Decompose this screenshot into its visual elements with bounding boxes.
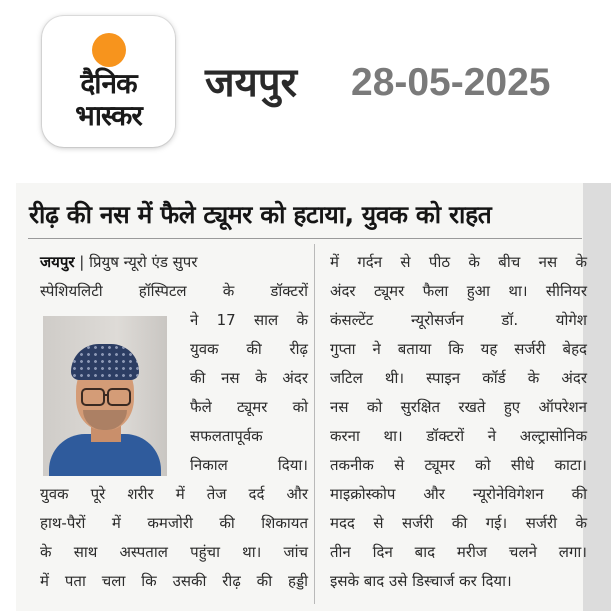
article-line: निकाल दिया।: [190, 456, 308, 474]
sun-icon: [92, 33, 126, 67]
article-line: इसके बाद उसे डिस्चार्ज कर दिया।: [330, 572, 512, 590]
article-line: जटिल थी। स्पाइन कॉर्ड के अंदर: [330, 369, 587, 387]
article-line: तकनीक से ट्यूमर को सीधे काटा।: [330, 456, 587, 474]
logo-text-line-2: भास्कर: [75, 99, 142, 132]
article-line: युवक पूरे शरीर में तेज दर्द और: [40, 485, 308, 503]
article-line-text: | प्रियुष न्यूरो एंड सुपर: [79, 253, 198, 271]
article-line: मदद से सर्जरी की गई। सर्जरी के: [330, 514, 587, 532]
clipping-edge: [583, 183, 611, 611]
article-line: हाथ-पैरों में कमजोरी की शिकायत: [40, 514, 308, 532]
logo-text-line-1: दैनिक: [80, 67, 137, 100]
column-divider: [314, 244, 315, 604]
article-line: [40, 248, 308, 276]
article-line: नस को सुरक्षित रखते हुए ऑपरेशन: [330, 398, 587, 416]
edition-city: जयपुर: [205, 60, 297, 106]
article-line: करना था। डॉक्टरों ने अल्ट्रासोनिक: [330, 427, 587, 445]
headline-divider: [28, 238, 582, 239]
edition-date: 28-05-2025: [351, 61, 551, 104]
article-line: में गर्दन से पीठ के बीच नस के: [330, 253, 587, 271]
article-line: युवक की रीढ़: [190, 340, 308, 358]
article-line: ने 17 साल के: [190, 311, 308, 329]
article-dateline: जयपुर: [40, 253, 75, 271]
article-line: तीन दिन बाद मरीज चलने लगा।: [330, 543, 587, 561]
article-line: के साथ अस्पताल पहुंचा था। जांच: [40, 543, 308, 561]
article-line: माइक्रोस्कोप और न्यूरोनेविगेशन की: [330, 485, 587, 503]
photo-cap-pattern: [71, 344, 139, 380]
article-line: अंदर ट्यूमर फैला हुआ था। सीनियर: [330, 282, 587, 300]
dainik-bhaskar-logo: [42, 16, 175, 147]
article-line: स्पेशियलिटी हॉस्पिटल के डॉक्टरों: [40, 282, 308, 300]
article-line: गुप्ता ने बताया कि यह सर्जरी बेहद: [330, 340, 587, 358]
photo-glasses-right: [107, 388, 131, 406]
article-headline: रीढ़ की नस में फैले ट्यूमर को हटाया, युवक को राहत: [29, 200, 492, 229]
photo-glasses-left: [81, 388, 105, 406]
article-line: की नस के अंदर: [190, 369, 308, 387]
doctor-photo: [43, 316, 167, 476]
photo-glasses-bridge: [103, 394, 109, 396]
article-line: कंसल्टेंट न्यूरोसर्जन डॉ. योगेश: [330, 311, 587, 329]
article-line: में पता चला कि उसकी रीढ़ की हड्डी: [40, 572, 308, 590]
article-line: फैले ट्यूमर को: [190, 398, 308, 416]
article-line: सफलतापूर्वक: [190, 427, 263, 445]
